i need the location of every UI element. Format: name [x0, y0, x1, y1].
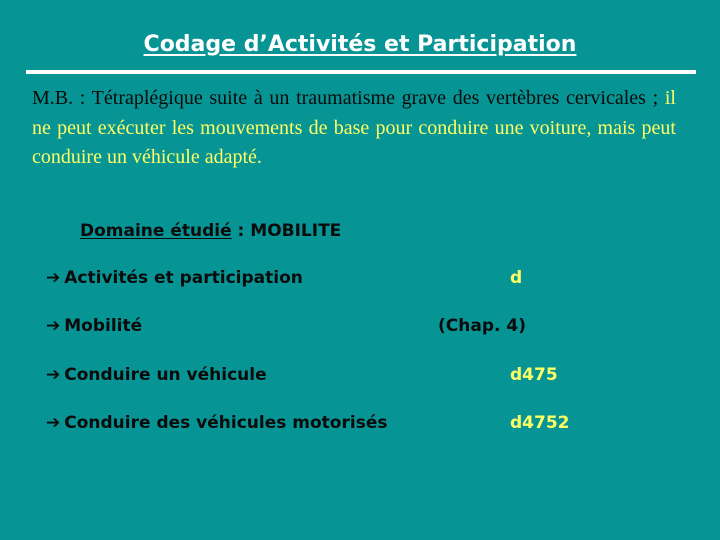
arrow-right-icon: ➔	[46, 365, 61, 385]
page-title: Codage d’Activités et Participation	[143, 32, 577, 57]
row-code: d	[510, 268, 523, 288]
row-activites	[46, 268, 303, 288]
domain-label: Domaine étudié	[80, 221, 232, 241]
row-label: Conduire un véhicule	[64, 365, 267, 385]
domain-heading	[80, 221, 341, 241]
row-conduire-motorises	[46, 413, 387, 433]
arrow-right-icon: ➔	[46, 268, 61, 288]
row-label: Activités et participation	[64, 268, 303, 288]
arrow-right-icon: ➔	[46, 316, 61, 336]
title-divider	[26, 70, 696, 74]
row-code: (Chap. 4)	[438, 316, 526, 336]
case-description	[32, 84, 676, 173]
row-mobilite	[46, 316, 142, 336]
row-label: Mobilité	[64, 316, 143, 336]
arrow-right-icon: ➔	[46, 413, 61, 433]
row-label: Conduire des véhicules motorisés	[64, 413, 388, 433]
case-description-part1: M.B. : Tétraplégique suite à un traumatisme grave des vertèbres cervicales ;	[32, 87, 665, 109]
row-code: d4752	[510, 413, 570, 433]
row-conduire-vehicule	[46, 365, 267, 385]
domain-value: : MOBILITE	[231, 221, 342, 241]
row-code: d475	[510, 365, 558, 385]
case-description-part2: il ne peut exécuter les mouvements de base pour conduire une voiture, mais peut conduire un véhicule adapté.	[32, 87, 676, 168]
